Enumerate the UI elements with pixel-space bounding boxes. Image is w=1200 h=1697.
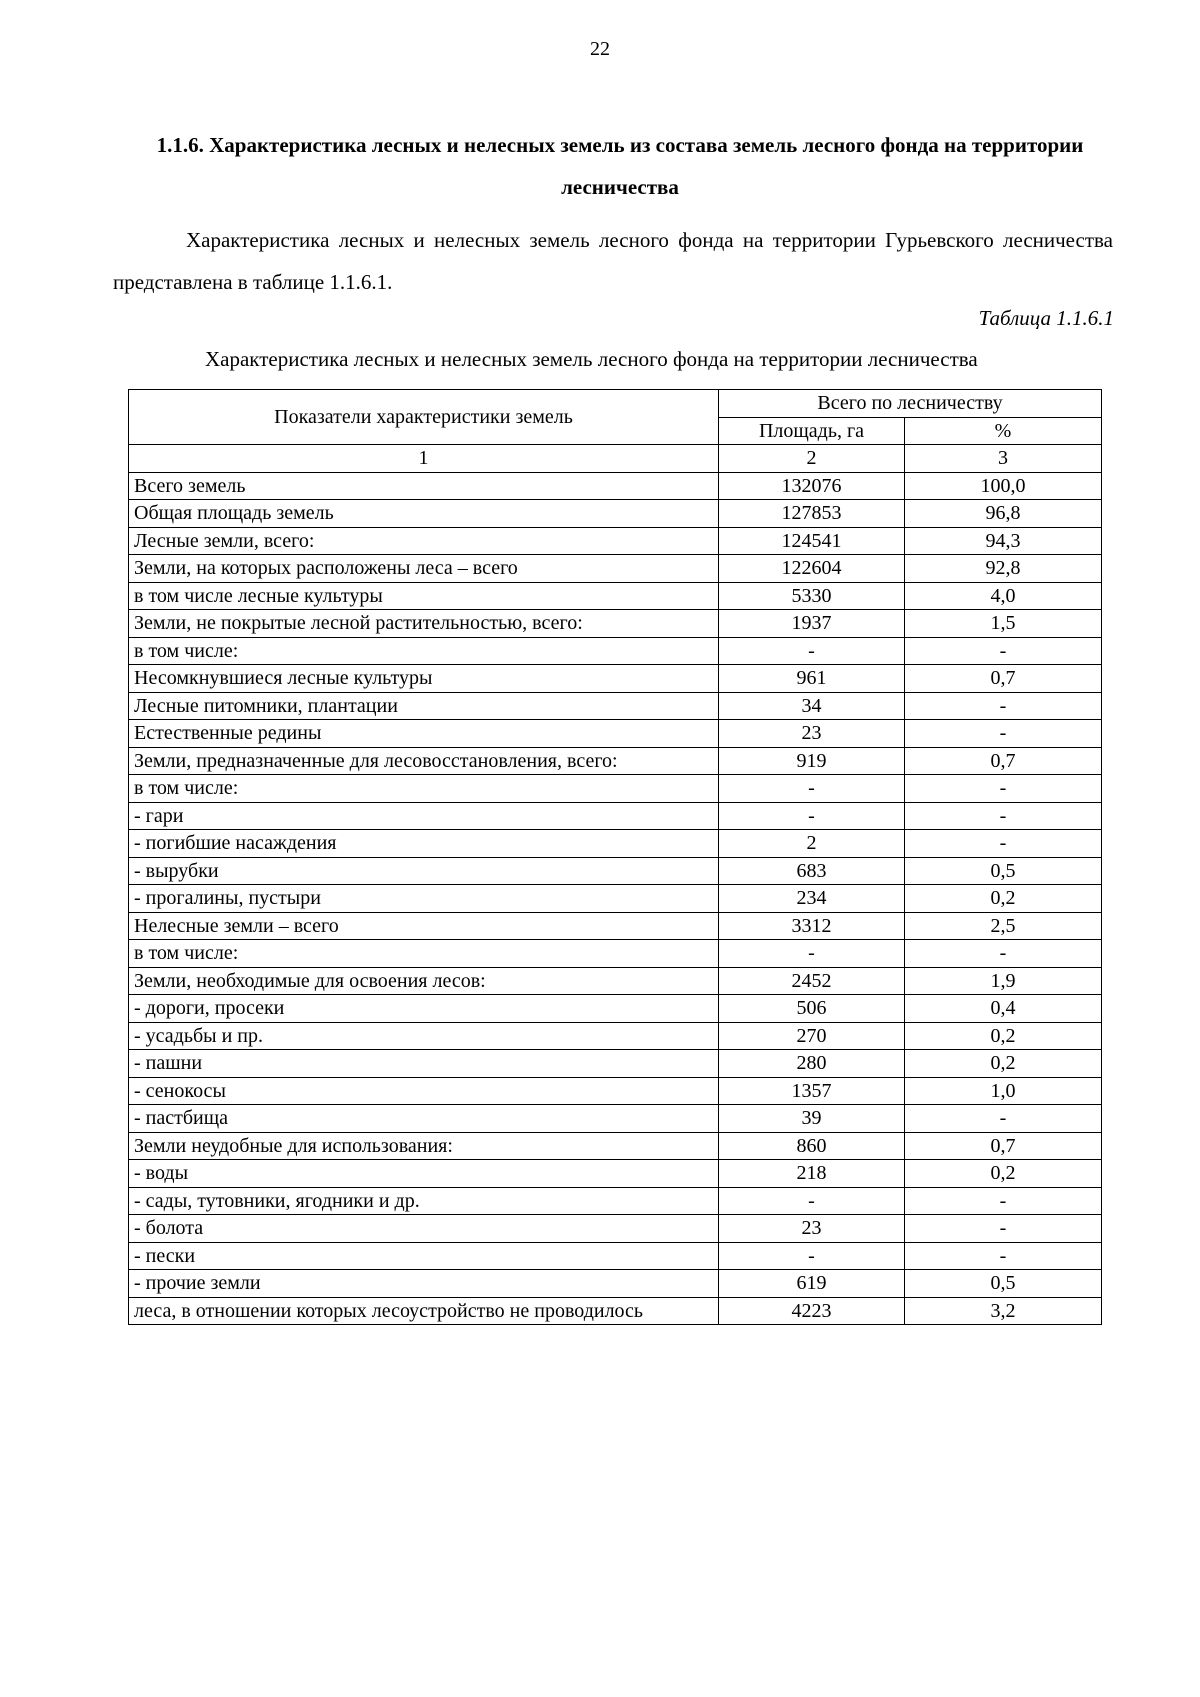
row-area: 683	[719, 857, 905, 885]
row-label: Лесные земли, всего:	[129, 527, 719, 555]
table-row	[129, 527, 1102, 555]
row-label: Естественные редины	[129, 720, 719, 748]
table-body	[129, 472, 1102, 1325]
page-number: 22	[590, 38, 610, 60]
table-row	[129, 747, 1102, 775]
row-area: -	[719, 802, 905, 830]
row-percent: -	[905, 775, 1102, 803]
row-label: - пески	[129, 1242, 719, 1270]
table-row	[129, 1077, 1102, 1105]
row-percent: 0,2	[905, 885, 1102, 913]
row-area: 5330	[719, 582, 905, 610]
table-row	[129, 912, 1102, 940]
table-row	[129, 582, 1102, 610]
row-area: 619	[719, 1270, 905, 1298]
row-label: Земли, необходимые для освоения лесов:	[129, 967, 719, 995]
row-area: 280	[719, 1050, 905, 1078]
row-label: леса, в отношении которых лесоустройство не проводилось	[129, 1297, 719, 1325]
row-area: -	[719, 1187, 905, 1215]
table-row	[129, 1022, 1102, 1050]
row-percent: -	[905, 1105, 1102, 1133]
row-label: Общая площадь земель	[129, 500, 719, 528]
row-area: 218	[719, 1160, 905, 1188]
table-row	[129, 610, 1102, 638]
table-row	[129, 720, 1102, 748]
row-area: -	[719, 940, 905, 968]
row-percent: -	[905, 637, 1102, 665]
row-area: 860	[719, 1132, 905, 1160]
column-number: 1	[129, 445, 719, 473]
table-row	[129, 1160, 1102, 1188]
row-area: 132076	[719, 472, 905, 500]
header-percent: %	[905, 417, 1102, 445]
table-row	[129, 637, 1102, 665]
table-row	[129, 1270, 1102, 1298]
row-label: Земли, не покрытые лесной растительностью, всего:	[129, 610, 719, 638]
row-label: Земли неудобные для использования:	[129, 1132, 719, 1160]
row-label: - прогалины, пустыри	[129, 885, 719, 913]
row-area: 4223	[719, 1297, 905, 1325]
table-row	[129, 967, 1102, 995]
row-percent: 0,4	[905, 995, 1102, 1023]
row-area: 34	[719, 692, 905, 720]
row-label: - воды	[129, 1160, 719, 1188]
table-row	[129, 857, 1102, 885]
row-percent: 100,0	[905, 472, 1102, 500]
row-area: 2452	[719, 967, 905, 995]
row-area: 961	[719, 665, 905, 693]
row-area: -	[719, 1242, 905, 1270]
column-number: 2	[719, 445, 905, 473]
table-header-row	[129, 390, 1102, 418]
row-percent: 0,7	[905, 1132, 1102, 1160]
row-label: Земли, предназначенные для лесовосстановления, всего:	[129, 747, 719, 775]
row-percent: 0,2	[905, 1022, 1102, 1050]
row-label: - вырубки	[129, 857, 719, 885]
row-label: в том числе:	[129, 637, 719, 665]
row-area: 2	[719, 830, 905, 858]
table-row	[129, 555, 1102, 583]
row-label: в том числе:	[129, 775, 719, 803]
row-label: Нелесные земли – всего	[129, 912, 719, 940]
row-percent: -	[905, 940, 1102, 968]
table-row	[129, 802, 1102, 830]
row-percent: 1,5	[905, 610, 1102, 638]
table-row	[129, 1187, 1102, 1215]
row-area: 234	[719, 885, 905, 913]
table-row	[129, 472, 1102, 500]
row-percent: 3,2	[905, 1297, 1102, 1325]
table-row	[129, 1242, 1102, 1270]
row-area: 124541	[719, 527, 905, 555]
row-percent: -	[905, 1215, 1102, 1243]
row-area: 1937	[719, 610, 905, 638]
row-label: - пашни	[129, 1050, 719, 1078]
table-row	[129, 1050, 1102, 1078]
row-area: 270	[719, 1022, 905, 1050]
header-indicators: Показатели характеристики земель	[129, 390, 719, 445]
row-label: - дороги, просеки	[129, 995, 719, 1023]
table-row	[129, 500, 1102, 528]
row-percent: 0,7	[905, 665, 1102, 693]
row-percent: -	[905, 1187, 1102, 1215]
section-title: 1.1.6. Характеристика лесных и нелесных земель из состава земель лесного фонда на территории лесничества	[156, 133, 1084, 199]
table-row	[129, 885, 1102, 913]
row-label: - прочие земли	[129, 1270, 719, 1298]
row-percent: -	[905, 830, 1102, 858]
row-area: 506	[719, 995, 905, 1023]
row-label: в том числе лесные культуры	[129, 582, 719, 610]
row-percent: 96,8	[905, 500, 1102, 528]
row-area: 23	[719, 1215, 905, 1243]
table-number: Таблица 1.1.6.1	[978, 306, 1114, 330]
row-label: - сенокосы	[129, 1077, 719, 1105]
row-percent: 1,0	[905, 1077, 1102, 1105]
table-caption: Характеристика лесных и нелесных земель лесного фонда на территории лесничества	[205, 347, 978, 371]
row-label: Земли, на которых расположены леса – всего	[129, 555, 719, 583]
table-row	[129, 830, 1102, 858]
row-area: -	[719, 775, 905, 803]
row-area: 1357	[719, 1077, 905, 1105]
row-area: 127853	[719, 500, 905, 528]
column-number-row	[129, 445, 1102, 473]
row-percent: 0,7	[905, 747, 1102, 775]
table-row	[129, 692, 1102, 720]
table-row	[129, 1215, 1102, 1243]
row-label: Всего земель	[129, 472, 719, 500]
row-label: Лесные питомники, плантации	[129, 692, 719, 720]
table-row	[129, 1297, 1102, 1325]
header-area: Площадь, га	[719, 417, 905, 445]
row-label: Несомкнувшиеся лесные культуры	[129, 665, 719, 693]
row-area: 919	[719, 747, 905, 775]
row-label: - сады, тутовники, ягодники и др.	[129, 1187, 719, 1215]
table-row	[129, 995, 1102, 1023]
row-label: - болота	[129, 1215, 719, 1243]
row-area: 122604	[719, 555, 905, 583]
land-characteristics-table	[128, 389, 1102, 1325]
row-percent: 2,5	[905, 912, 1102, 940]
row-percent: -	[905, 1242, 1102, 1270]
row-percent: 0,5	[905, 1270, 1102, 1298]
row-percent: 4,0	[905, 582, 1102, 610]
row-percent: 0,2	[905, 1160, 1102, 1188]
row-label: - погибшие насаждения	[129, 830, 719, 858]
row-label: - гари	[129, 802, 719, 830]
row-label: - усадьбы и пр.	[129, 1022, 719, 1050]
row-percent: 92,8	[905, 555, 1102, 583]
table-row	[129, 940, 1102, 968]
row-percent: 0,2	[905, 1050, 1102, 1078]
row-percent: -	[905, 692, 1102, 720]
row-area: 3312	[719, 912, 905, 940]
column-number: 3	[905, 445, 1102, 473]
table-row	[129, 1132, 1102, 1160]
row-label: в том числе:	[129, 940, 719, 968]
row-percent: 94,3	[905, 527, 1102, 555]
table-row	[129, 665, 1102, 693]
row-area: 39	[719, 1105, 905, 1133]
row-percent: -	[905, 720, 1102, 748]
table-row	[129, 775, 1102, 803]
row-area: -	[719, 637, 905, 665]
row-percent: -	[905, 802, 1102, 830]
intro-paragraph: Характеристика лесных и нелесных земель лесного фонда на территории Гурьевского лесничества представлена в таблице 1.1.6.1.	[113, 228, 1113, 294]
header-total-group: Всего по лесничеству	[719, 390, 1102, 418]
row-label: - пастбища	[129, 1105, 719, 1133]
row-area: 23	[719, 720, 905, 748]
row-percent: 0,5	[905, 857, 1102, 885]
table-row	[129, 1105, 1102, 1133]
row-percent: 1,9	[905, 967, 1102, 995]
